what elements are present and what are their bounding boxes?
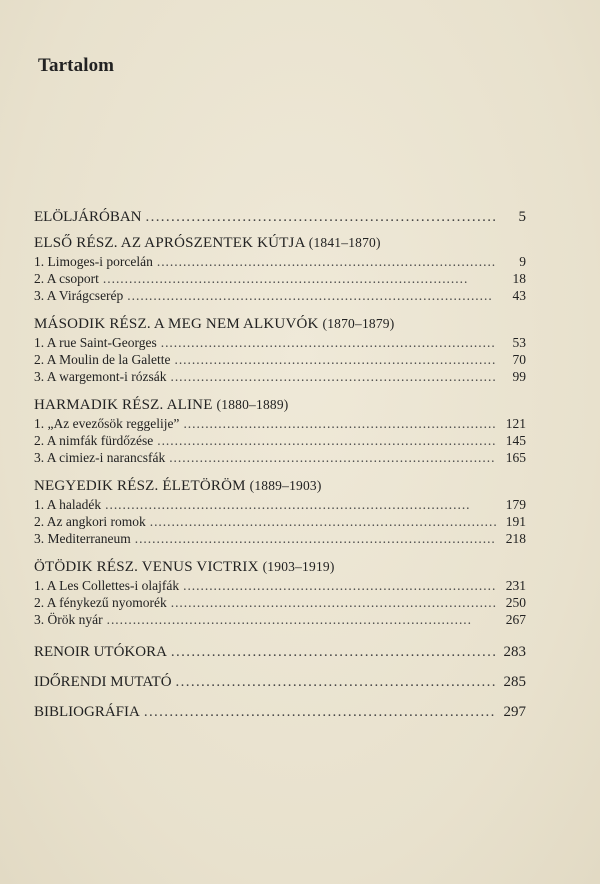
- toc-entry-label: RENOIR UTÓKORA: [34, 644, 167, 660]
- toc-item: [34, 432, 526, 449]
- toc-item-page: 121: [505, 416, 526, 431]
- toc-item-label: 2. A fénykezű nyomorék: [34, 595, 167, 610]
- toc-item-page: 43: [512, 288, 526, 303]
- toc-item: [34, 449, 526, 466]
- dot-leader: [169, 449, 496, 466]
- part-years: (1870–1879): [322, 316, 395, 331]
- toc-item-page: 53: [512, 335, 526, 350]
- dot-leader: [171, 594, 496, 611]
- toc-item-label: 3. A Virágcserép: [34, 288, 124, 303]
- toc-item-label: 3. A cimiez-i narancsfák: [34, 450, 166, 465]
- toc-item-page: 267: [505, 612, 526, 627]
- toc-item-page: 191: [505, 514, 526, 529]
- dot-leader: [146, 207, 497, 227]
- dot-leader: [170, 368, 496, 385]
- toc-item: [34, 253, 526, 270]
- toc-item: [34, 513, 526, 530]
- dot-leader: [150, 513, 496, 530]
- dot-leader: [174, 351, 496, 368]
- dot-leader: [157, 253, 496, 270]
- dot-leader: [103, 270, 496, 287]
- toc-item-label: 3. Örök nyár: [34, 612, 103, 627]
- toc-item-page: 18: [512, 271, 526, 286]
- dot-leader: [161, 334, 496, 351]
- part-heading: [34, 395, 526, 415]
- toc-item-label: 1. A Les Collettes-i olajfák: [34, 578, 180, 593]
- toc-item-label: 3. A wargemont-i rózsák: [34, 369, 167, 384]
- toc-item-label: 1. A haladék: [34, 497, 102, 512]
- toc-entry-page: 297: [503, 704, 526, 720]
- toc-item: [34, 334, 526, 351]
- part-title: MÁSODIK RÉSZ. A MEG NEM ALKUVÓK: [34, 316, 319, 332]
- part-title: HARMADIK RÉSZ. ALINE: [34, 397, 213, 413]
- toc-item-page: 9: [519, 254, 526, 269]
- toc-item: [34, 611, 526, 628]
- toc-entry-page: 283: [503, 644, 526, 660]
- part-heading: [34, 314, 526, 334]
- dot-leader: [183, 577, 496, 594]
- toc-part: [34, 395, 526, 466]
- toc-part: [34, 476, 526, 547]
- part-title: ÖTÖDIK RÉSZ. VENUS VICTRIX: [34, 559, 259, 575]
- toc-entry-bibliografia: [34, 702, 526, 722]
- toc-item: [34, 415, 526, 432]
- toc-item-label: 1. Limoges-i porcelán: [34, 254, 153, 269]
- dot-leader: [183, 415, 496, 432]
- part-years: (1880–1889): [216, 397, 289, 412]
- part-heading: [34, 233, 526, 253]
- part-title: ELSŐ RÉSZ. AZ APRÓSZENTEK KÚTJA: [34, 235, 305, 251]
- toc-item-page: 70: [512, 352, 526, 367]
- part-years: (1889–1903): [249, 478, 322, 493]
- toc-item: [34, 287, 526, 304]
- toc-entry-idorendi: [34, 672, 526, 692]
- dot-leader: [127, 287, 496, 304]
- toc-item-page: 218: [505, 531, 526, 546]
- toc-part: [34, 233, 526, 304]
- toc-entry-label: ELÖLJÁRÓBAN: [34, 209, 142, 225]
- part-years: (1903–1919): [262, 559, 335, 574]
- toc-part: [34, 557, 526, 628]
- dot-leader: [107, 611, 496, 628]
- table-of-contents: [34, 207, 526, 722]
- dot-leader: [135, 530, 496, 547]
- toc-part: [34, 314, 526, 385]
- toc-item-page: 250: [505, 595, 526, 610]
- toc-item: [34, 351, 526, 368]
- toc-item-page: 145: [505, 433, 526, 448]
- toc-item: [34, 270, 526, 287]
- toc-item-page: 179: [505, 497, 526, 512]
- toc-item: [34, 530, 526, 547]
- toc-entry-page: 285: [503, 674, 526, 690]
- part-years: (1841–1870): [308, 235, 381, 250]
- toc-item-page: 231: [505, 578, 526, 593]
- toc-item-page: 99: [512, 369, 526, 384]
- toc-item-label: 2. A csoport: [34, 271, 99, 286]
- toc-item: [34, 496, 526, 513]
- toc-item-page: 165: [505, 450, 526, 465]
- dot-leader: [171, 642, 496, 662]
- toc-entry-renoir: [34, 642, 526, 662]
- part-heading: [34, 476, 526, 496]
- dot-leader: [157, 432, 496, 449]
- toc-entry-page: 5: [518, 209, 526, 225]
- part-title: NEGYEDIK RÉSZ. ÉLETÖRÖM: [34, 478, 246, 494]
- part-heading: [34, 557, 526, 577]
- toc-entry-eloljaroban: [34, 207, 526, 227]
- dot-leader: [176, 672, 496, 692]
- toc-item-label: 1. „Az evezősök reggelije”: [34, 416, 180, 431]
- toc-item-label: 3. Mediterraneum: [34, 531, 131, 546]
- toc-item-label: 2. A nimfák fürdőzése: [34, 433, 154, 448]
- dot-leader: [105, 496, 496, 513]
- toc-item-label: 1. A rue Saint-Georges: [34, 335, 157, 350]
- toc-item: [34, 577, 526, 594]
- toc-item-label: 2. Az angkori romok: [34, 514, 146, 529]
- toc-entry-label: BIBLIOGRÁFIA: [34, 704, 140, 720]
- toc-item: [34, 368, 526, 385]
- toc-item-label: 2. A Moulin de la Galette: [34, 352, 171, 367]
- dot-leader: [144, 702, 496, 722]
- page-title: Tartalom: [38, 55, 115, 76]
- toc-entry-label: IDŐRENDI MUTATÓ: [34, 674, 172, 690]
- toc-item: [34, 594, 526, 611]
